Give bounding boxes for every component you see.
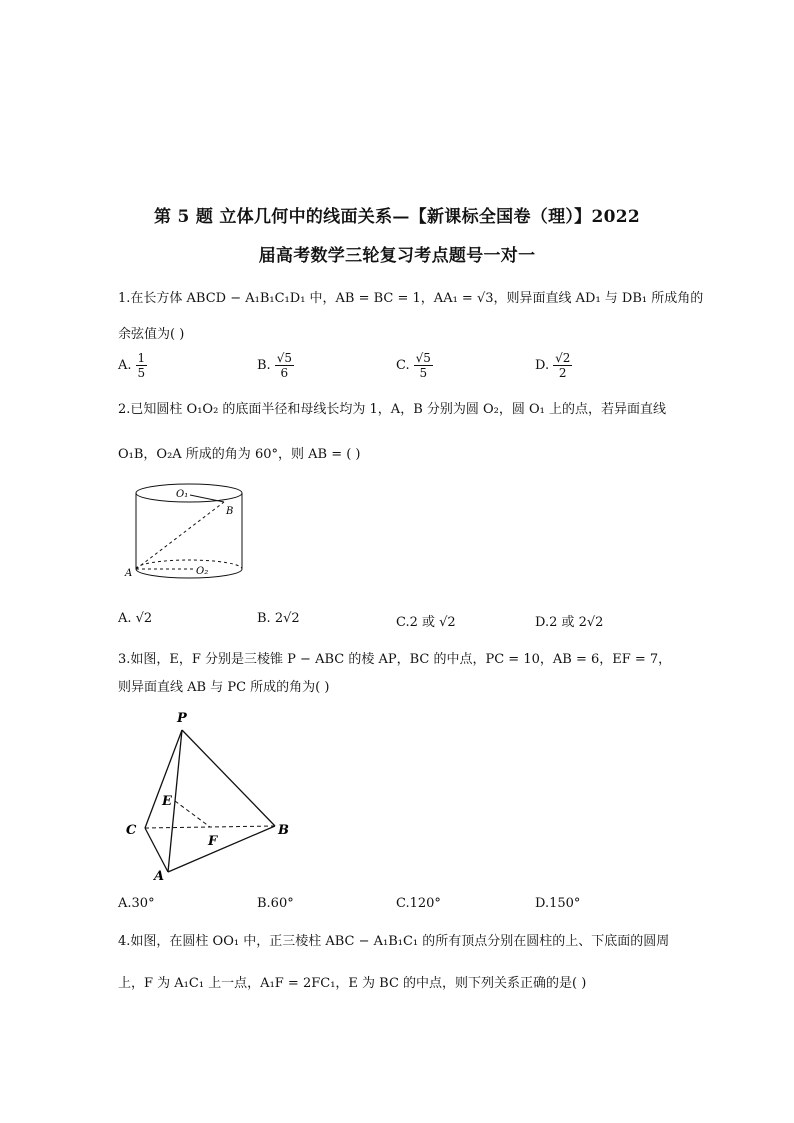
question-2-option-d: D.2 或 2√2	[535, 615, 604, 630]
pyramid-figure	[120, 706, 300, 882]
question-3-option-b: B.60°	[257, 896, 294, 911]
label-a: A	[154, 869, 165, 882]
page-title-line-2: 届高考数学三轮复习考点题号一对一	[258, 246, 536, 266]
label-e: E	[162, 794, 172, 809]
question-2-text-line-2: O₁B，O₂A 所成的角为 60°，则 AB = ( )	[118, 447, 361, 462]
question-1-option-a: A. $\frac{1}{5}$	[118, 351, 146, 380]
question-3-option-d: D.150°	[535, 896, 581, 911]
question-3-text-line-1: 3.如图，E，F 分别是三棱锥 P − ABC 的棱 AP，BC 的中点，PC = 10，AB = 6，EF = 7，	[118, 652, 672, 667]
question-3-option-c: C.120°	[396, 896, 441, 911]
label-o2: O₂	[196, 566, 209, 577]
question-2-text-line-1: 2.已知圆柱 O₁O₂ 的底面半径和母线长均为 1，A，B 分别为圆 O₂，圆 O₁ 上的点，若异面直线	[118, 402, 667, 417]
cylinder-figure	[120, 478, 260, 584]
question-3-text-line-2: 则异面直线 AB 与 PC 所成的角为( )	[118, 680, 330, 695]
label-c: C	[126, 823, 137, 838]
page-title-line-1: 第 5 题 立体几何中的线面关系—【新课标全国卷（理）】2022	[154, 207, 640, 227]
label-b: B	[278, 823, 289, 838]
question-2-option-c: C.2 或 √2	[396, 615, 456, 630]
question-4-text-line-2: 上，F 为 A₁C₁ 上一点，A₁F = 2FC₁，E 为 BC 的中点，则下列关系正确的是( )	[118, 976, 587, 991]
question-2-option-a: A. √2	[118, 611, 153, 626]
question-4-text-line-1: 4.如图，在圆柱 OO₁ 中，正三棱柱 ABC − A₁B₁C₁ 的所有顶点分别在圆柱的上、下底面的圆周	[118, 934, 670, 949]
question-1-text-line-2: 余弦值为( )	[118, 327, 185, 342]
label-a: A	[125, 568, 133, 579]
label-b: B	[226, 506, 234, 517]
question-2-option-b: B. 2√2	[257, 611, 300, 626]
question-1-option-d: D. $\frac{√2}{2}$	[535, 351, 571, 380]
label-o1: O₁	[176, 489, 189, 500]
question-1-option-b: B. $\frac{√5}{6}$	[257, 351, 292, 380]
question-1-option-c: C. $\frac{√5}{5}$	[396, 351, 431, 380]
question-1-text-line-1: 1.在长方体 ABCD − A₁B₁C₁D₁ 中，AB = BC = 1，AA₁ = √3，则异面直线 AD₁ 与 DB₁ 所成角的	[118, 291, 704, 306]
label-p: P	[177, 711, 187, 726]
label-f: F	[208, 834, 218, 849]
question-3-option-a: A.30°	[118, 896, 155, 911]
